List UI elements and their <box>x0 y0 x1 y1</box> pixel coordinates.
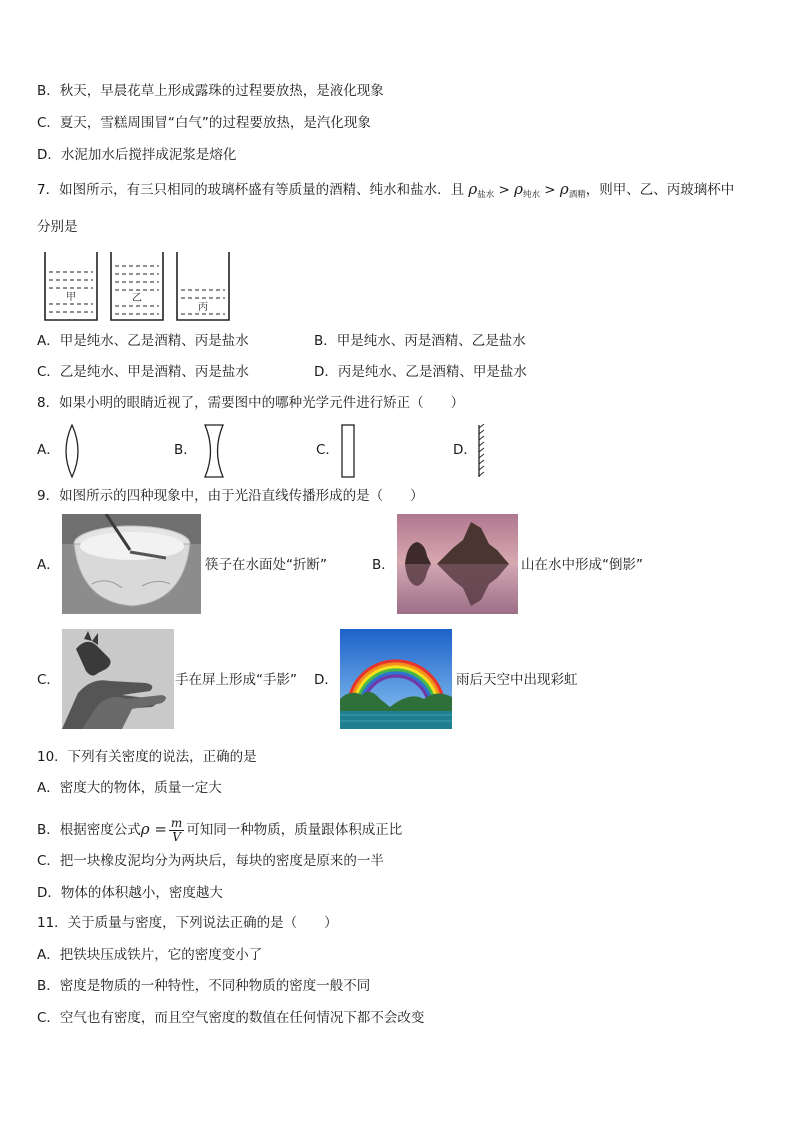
q9-label-c: C． <box>37 672 60 688</box>
glass-slab-icon <box>340 424 356 478</box>
q11-option-c: C．空气也有密度，而且空气密度的数值在任何情况下都不会改变 <box>37 1010 425 1026</box>
concave-lens-icon <box>203 424 225 478</box>
chopsticks-bowl-photo <box>62 514 201 614</box>
q7-option-c: C．乙是纯水、甲是酒精、丙是盐水 <box>37 364 249 380</box>
q8-label-a: A． <box>37 442 60 458</box>
q7-stem-prefix: 7．如图所示，有三只相同的玻璃杯盛有等质量的酒精、纯水和盐水．且 <box>37 182 465 198</box>
cup-label-jia: 甲 <box>66 292 76 303</box>
q9-label-b: B． <box>372 557 395 573</box>
q9-stem: 9．如图所示的四种现象中，由于光沿直线传播形成的是（ ） <box>37 488 424 504</box>
q10-option-a: A．密度大的物体，质量一定大 <box>37 780 222 796</box>
three-cups-figure <box>40 250 240 325</box>
rainbow-photo <box>340 629 452 729</box>
rho-sub-alcohol: 酒精 <box>568 190 586 200</box>
q7-option-d: D．丙是纯水、乙是酒精、甲是盐水 <box>314 364 527 380</box>
q7-stem-suffix: ，则甲、乙、丙玻璃杯中 <box>585 182 735 198</box>
q9-caption-d: 雨后天空中出现彩虹 <box>456 672 578 688</box>
cup-label-bing: 丙 <box>198 302 208 313</box>
cup-bing <box>177 252 229 320</box>
rho-symbol: ρ <box>559 180 569 198</box>
fraction-numerator: m <box>170 815 183 830</box>
greater-than: > <box>544 182 556 198</box>
density-fraction <box>169 817 184 844</box>
cup-jia <box>45 252 97 320</box>
q11-option-a: A．把铁块压成铁片，它的密度变小了 <box>37 947 263 963</box>
q9-caption-c: 手在屏上形成“手影” <box>175 672 297 688</box>
q6-option-b: B．秋天，早晨花草上形成露珠的过程要放热，是液化现象 <box>37 83 384 99</box>
q6-option-c: C．夏天，雪糕周围冒“白气”的过程要放热，是汽化现象 <box>37 115 371 131</box>
density-formula-lhs: ρ = <box>140 820 167 838</box>
q7-stem-line2: 分别是 <box>37 219 78 235</box>
q10-stem: 10．下列有关密度的说法，正确的是 <box>37 749 257 765</box>
q10-option-b-suffix: 可知同一种物质，质量跟体积成正比 <box>186 822 403 838</box>
q8-label-b: B． <box>174 442 197 458</box>
q9-caption-a: 筷子在水面处“折断” <box>205 557 327 573</box>
rho-sub-purewater: 纯水 <box>522 190 540 200</box>
convex-lens-icon <box>62 424 82 478</box>
hand-shadow-photo <box>62 629 174 729</box>
q8-stem: 8．如果小明的眼睛近视了，需要图中的哪种光学元件进行矫正（ ） <box>37 395 465 411</box>
rho-symbol: ρ <box>468 180 478 198</box>
greater-than: > <box>498 182 510 198</box>
q9-label-d: D． <box>314 672 338 688</box>
rho-symbol: ρ <box>514 180 523 198</box>
rho-sub-saltwater: 盐水 <box>477 190 495 200</box>
q10-option-d: D．物体的体积越小，密度越大 <box>37 885 223 901</box>
q9-caption-b: 山在水中形成“倒影” <box>521 557 643 573</box>
q10-option-b <box>37 814 402 845</box>
q8-label-c: C． <box>316 442 339 458</box>
fraction-denominator: V <box>172 829 181 844</box>
q7-option-a: A．甲是纯水、乙是酒精、丙是盐水 <box>37 333 249 349</box>
q11-stem: 11．关于质量与密度，下列说法正确的是（ ） <box>37 915 338 931</box>
q6-option-d: D．水泥加水后搅拌成泥浆是熔化 <box>37 147 237 163</box>
q9-label-a: A． <box>37 557 60 573</box>
mountain-reflection-photo <box>397 514 518 614</box>
q10-option-c: C．把一块橡皮泥均分为两块后，每块的密度是原来的一半 <box>37 853 384 869</box>
q11-option-b: B．密度是物质的一种特性，不同种物质的密度一般不同 <box>37 978 371 994</box>
cup-yi <box>111 252 163 320</box>
cup-label-yi: 乙 <box>132 293 142 304</box>
q7-option-b: B．甲是纯水、丙是酒精、乙是盐水 <box>314 333 526 349</box>
plane-mirror-icon <box>473 424 489 478</box>
q7-stem <box>37 180 734 204</box>
q10-option-b-prefix: B．根据密度公式 <box>37 822 141 838</box>
q8-label-d: D． <box>453 442 477 458</box>
